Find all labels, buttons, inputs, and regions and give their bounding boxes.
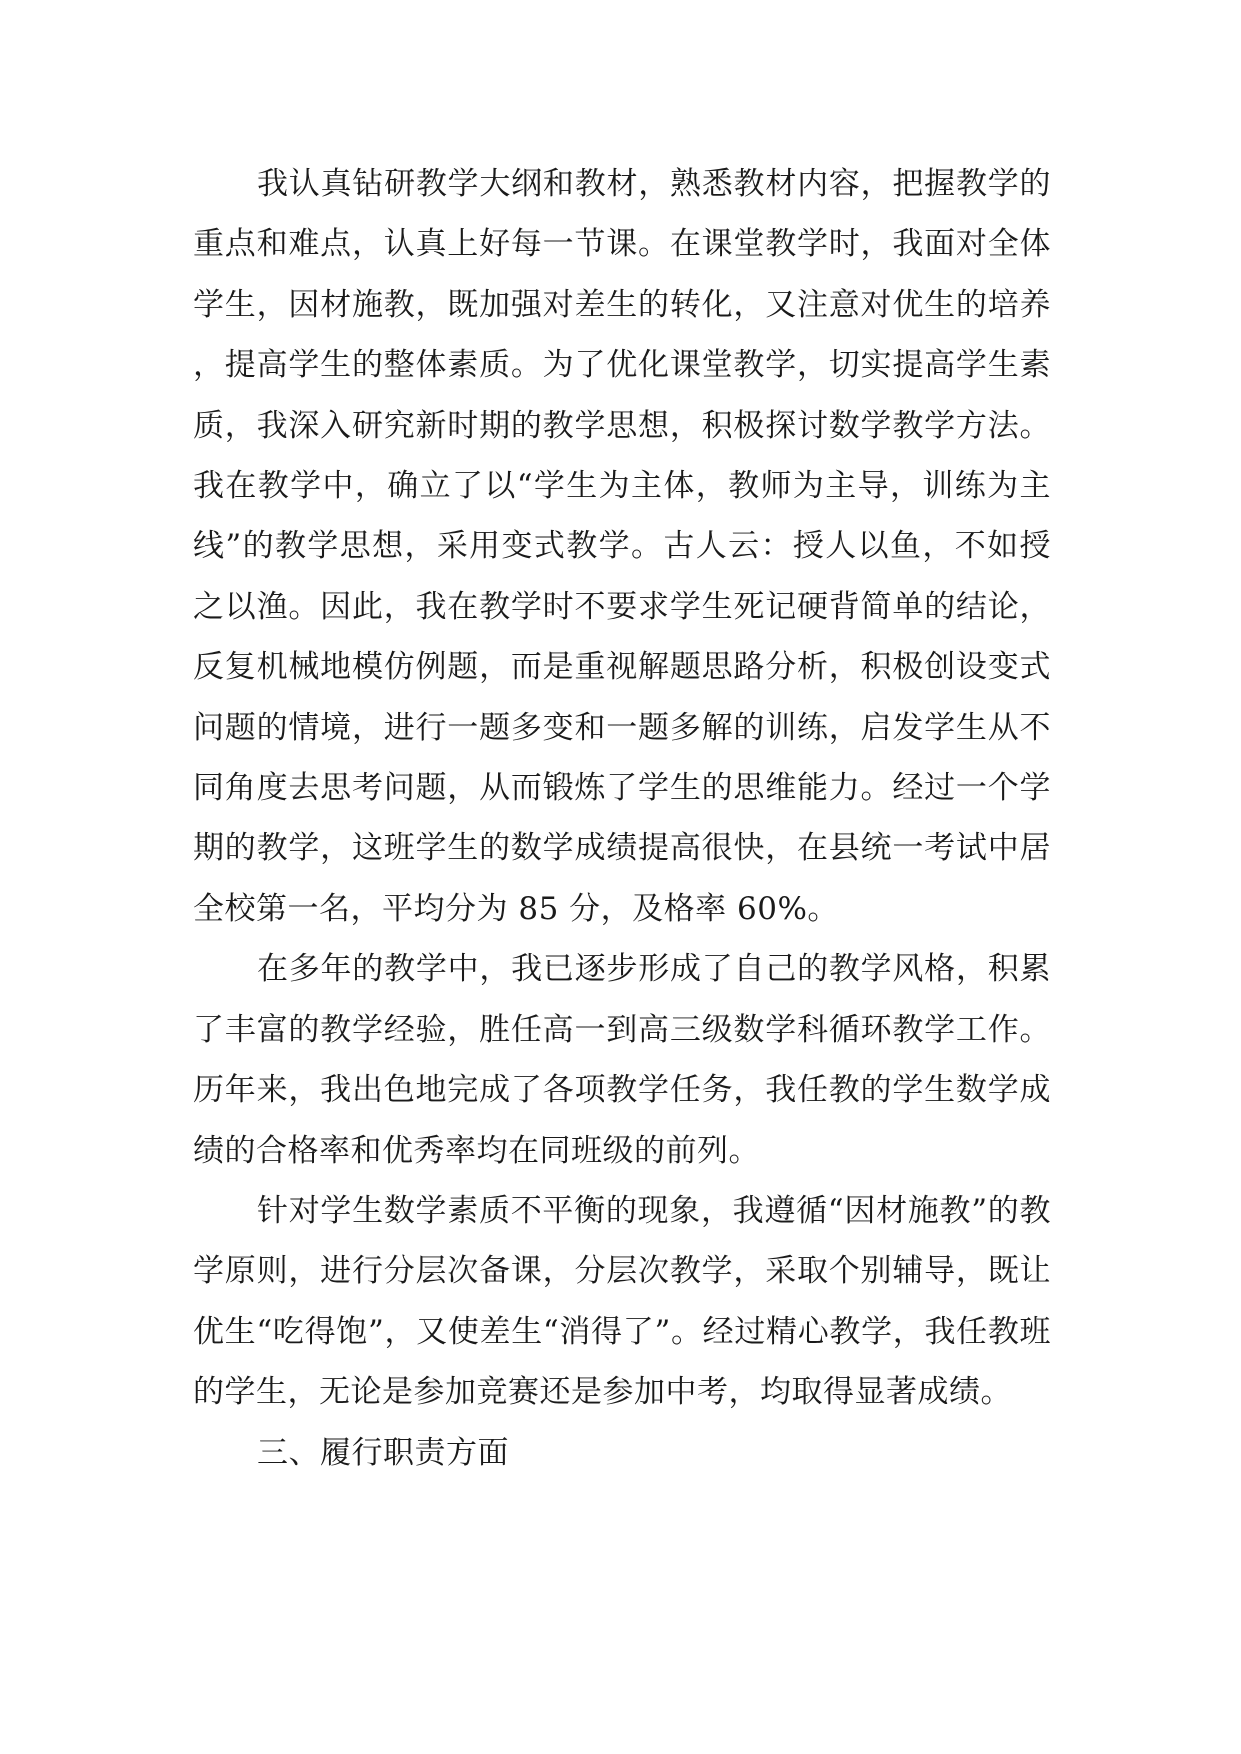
paragraph-teaching-methods: 我认真钻研教学大纲和教材，熟悉教材内容，把握教学的重点和难点，认真上好每一节课。在课堂教学时，我面对全体学生，因材施教，既加强对差生的转化，又注意对优生的培养，提高学生的整体素质。为了优化课堂教学，切实提高学生素质，我深入研究新时期的教学思想，积极探讨数学教学方法。我在教学中，确立了以“学生为主体，教师为主导，训练为主线”的教学思想，采用变式教学。古人云：授人以鱼，不如授之以渔。因此，我在教学时不要求学生死记硬背简单的结论，反复机械地模仿例题，而是重视解题思路分析，积极创设变式问题的情境，进行一题多变和一题多解的训练，启发学生从不同角度去思考问题，从而锻炼了学生的思维能力。经过一个学期的教学，这班学生的数学成绩提高很快，在县统一考试中居全校第一名，平均分为 85 分，及格率 60%。	[193, 166, 1051, 927]
document-body	[193, 154, 1051, 1483]
paragraph-teaching-style: 在多年的教学中，我已逐步形成了自己的教学风格，积累了丰富的教学经验，胜任高一到高三级数学科循环教学工作。历年来，我出色地完成了各项教学任务，我任教的学生数学成绩的合格率和优秀率均在同班级的前列。	[193, 951, 1051, 1169]
section-heading: 三、履行职责方面	[257, 1434, 509, 1471]
paragraph-differentiated-teaching: 针对学生数学素质不平衡的现象，我遵循“因材施教”的教学原则，进行分层次备课，分层次教学，采取个别辅导，既让优生“吃得饱”，又使差生“消得了”。经过精心教学，我任教班的学生，无论是参加竞赛还是参加中考，均取得显著成绩。	[193, 1192, 1051, 1411]
